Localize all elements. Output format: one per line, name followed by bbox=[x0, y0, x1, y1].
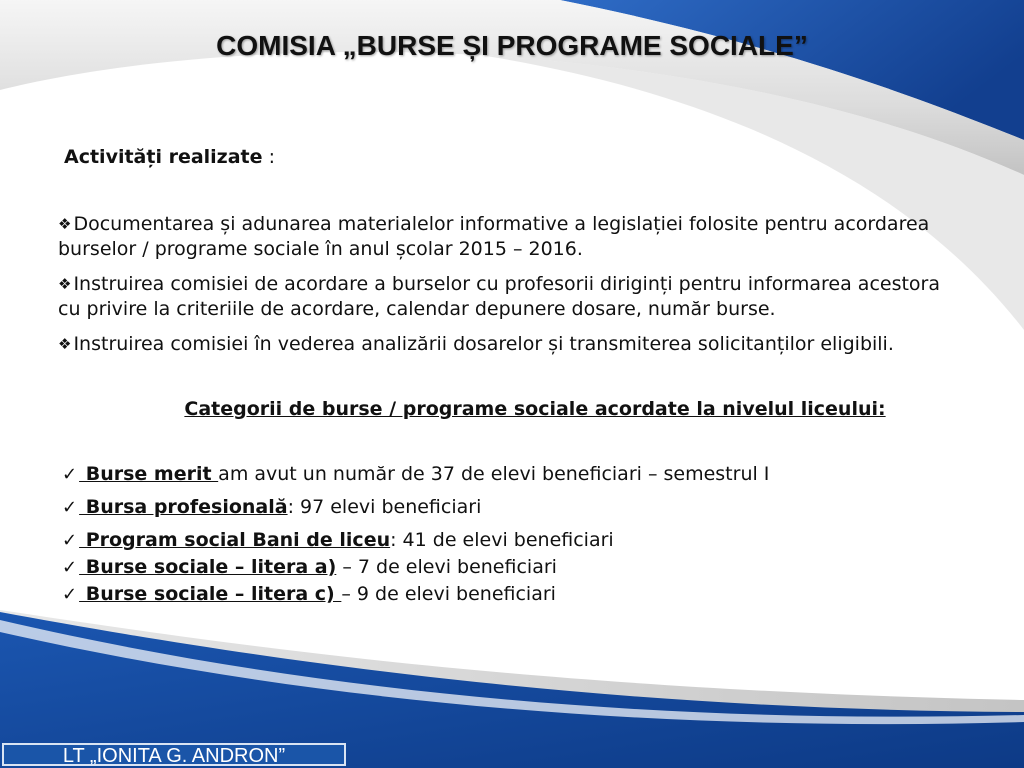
category-item bbox=[62, 494, 769, 521]
category-text: am avut un număr de 37 de elevi beneficiari – semestrul I bbox=[218, 463, 770, 485]
diamond-bullet-icon: ❖ bbox=[58, 275, 72, 293]
diamond-bullet-icon: ❖ bbox=[58, 215, 72, 233]
slide-title: COMISIA „BURSE ȘI PROGRAME SOCIALE” bbox=[216, 30, 808, 61]
categories-list bbox=[62, 461, 769, 608]
activity-item bbox=[58, 212, 958, 262]
activities-list bbox=[58, 212, 958, 367]
category-item bbox=[62, 581, 769, 608]
category-label: Burse sociale – litera a) bbox=[79, 556, 337, 578]
activity-text: Documentarea și adunarea materialelor informative a legislației folosite pentru acordarea burselor / programe sociale în anul școlar 2015 – 2016. bbox=[58, 213, 930, 260]
category-label: Program social Bani de liceu bbox=[79, 529, 391, 551]
category-item bbox=[62, 554, 769, 581]
checkmark-icon: ✓ bbox=[62, 464, 78, 485]
categories-heading: Categorii de burse / programe sociale acordate la nivelul liceului: bbox=[184, 398, 886, 420]
activity-item bbox=[58, 272, 958, 322]
checkmark-icon: ✓ bbox=[62, 497, 78, 518]
checkmark-icon: ✓ bbox=[62, 584, 78, 605]
activity-item bbox=[58, 332, 958, 357]
category-item bbox=[62, 461, 769, 488]
checkmark-icon: ✓ bbox=[62, 557, 78, 578]
checkmark-icon: ✓ bbox=[62, 530, 78, 551]
activity-text: Instruirea comisiei în vederea analizării dosarelor și transmiterea solicitanților eligibili. bbox=[73, 333, 894, 355]
category-text: – 7 de elevi beneficiari bbox=[336, 556, 557, 578]
category-label: Bursa profesională bbox=[79, 496, 288, 518]
category-label: Burse merit bbox=[79, 463, 219, 485]
diamond-bullet-icon: ❖ bbox=[58, 335, 72, 353]
category-text: : 41 de elevi beneficiari bbox=[390, 529, 614, 551]
footer-school-name: LT „IONITA G. ANDRON” bbox=[2, 743, 346, 766]
activities-label-suffix: : bbox=[262, 146, 275, 168]
category-label: Burse sociale – litera c) bbox=[79, 583, 342, 605]
activity-text: Instruirea comisiei de acordare a burselor cu profesorii diriginți pentru informarea acestora cu privire la criteriile de acordare, calendar depunere dosare, număr burse. bbox=[58, 273, 941, 320]
activities-label bbox=[64, 146, 275, 168]
category-text: : 97 elevi beneficiari bbox=[287, 496, 482, 518]
category-text: – 9 de elevi beneficiari bbox=[341, 583, 556, 605]
activities-label-text: Activități realizate bbox=[64, 146, 263, 168]
category-item bbox=[62, 527, 769, 554]
